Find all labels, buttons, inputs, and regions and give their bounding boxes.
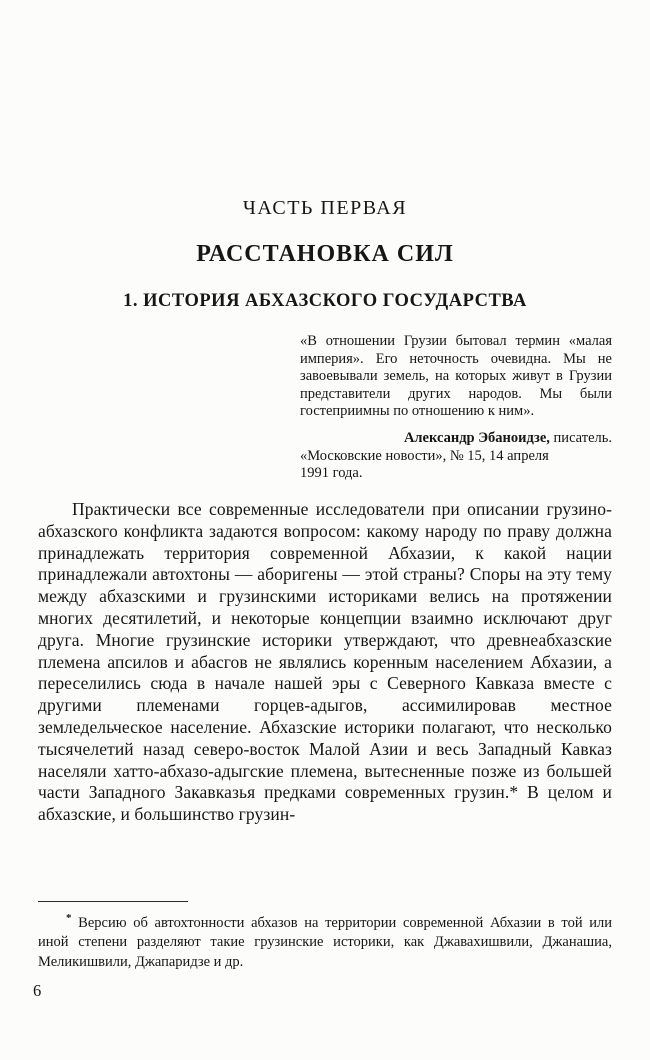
part-heading: ЧАСТЬ ПЕРВАЯ [242,197,408,219]
body-paragraph: Практически все современные исследователи при описании грузино-абхазского конфликта задаются вопросом: какому народу по праву должна принадлежать территория современной Абхазии, к какой нации принадлежали автохтоны — аборигены — этой страны? Споры на эту тему между абхазскими и грузинскими историками велись на протяжении многих десятилетий, и некоторые концепции взаимно исключают друг друга. Многие грузинские историки утверждают, что древнеабхазские племена апсилов и абасгов не являлись коренным населением Абхазии, а переселились сюда в начале нашей эры с Северного Кавказа вместе с другими племенами горцев-адыгов, ассимилировав местное земледельческое население. Абхазские историки полагают, что несколько тысячелетий назад северо-восток Малой Азии и весь Западный Кавказ населяли хатто-абхазо-адыгские племена, вытесненные позже из большей части Западного Закавказья предками современных грузин.* В целом и абхазские, и большинство грузин- [38,499,612,825]
footnote-text: Версию об автохтонности абхазов на территории современной Абхазии в той или иной степени разделяют такие грузинские историки, как Джавахишвили, Джанашиа, Меликишвили, Джапаридзе и др. [38,914,612,970]
epigraph-author-name: Александр Эбаноидзе, [403,429,550,446]
epigraph-attribution-line2: «Московские новости», № 15, 14 апреля [300,447,549,464]
epigraph [300,333,612,483]
epigraph-author-role: писатель. [549,429,612,446]
chapter-heading: 1. ИСТОРИЯ АБХАЗСКОГО ГОСУДАРСТВА [123,291,527,311]
footnote-divider [38,901,188,902]
epigraph-quote: «В отношении Грузии бытовал термин «малая империя». Его неточность очевидна. Мы не завоевывали земель, на которых живут в Грузии представители других народов. Мы были гостеприимны по отношению к ним». [300,333,612,420]
page-number: 6 [33,981,42,1000]
footnote [38,909,612,972]
epigraph-attribution-line1 [300,430,612,448]
epigraph-attribution-line3: 1991 года. [300,465,363,482]
section-title: РАССТАНОВКА СИЛ [196,241,454,267]
footnote-marker: * [66,912,72,924]
epigraph-attribution [300,430,612,483]
